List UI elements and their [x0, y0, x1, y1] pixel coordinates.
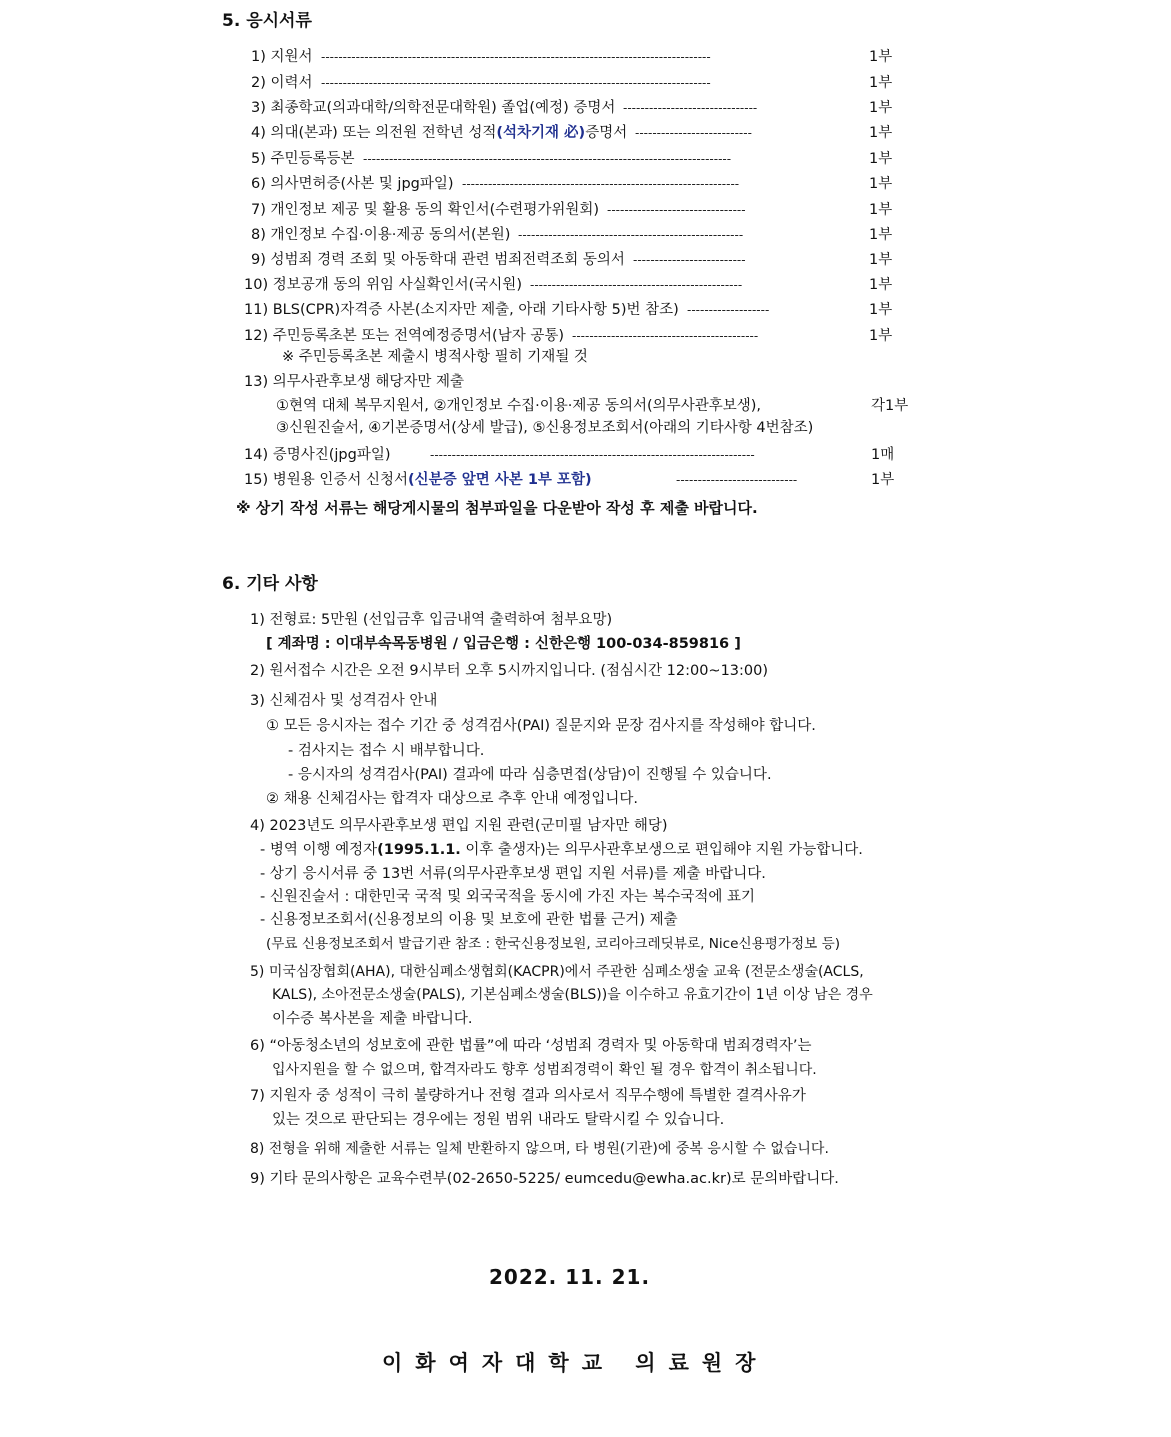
item-text: 증명서 [585, 125, 628, 141]
notice-line: 9) 기타 문의사항은 교육수련부(02-2650-5225/ eumcedu@ewha.ac.kr)로 문의바랍니다. [250, 1171, 839, 1187]
item-number: 7) [251, 202, 266, 218]
item-qty: 1부 [869, 176, 893, 192]
item-qty: 1부 [869, 328, 893, 344]
list-item [251, 174, 454, 194]
item-text: 의무사관후보생 해당자만 제출 [272, 374, 465, 390]
item-number: 6) [251, 176, 266, 192]
item-qty: 1매 [871, 447, 895, 463]
notice-line: - 신원진술서 : 대한민국 국적 및 외국국적을 동시에 가진 자는 복수국적에 표기 [260, 889, 756, 905]
notice-line: 5) 미국심장협회(AHA), 대한심폐소생협회(KACPR)에서 주관한 심폐소생술 교육 (전문소생술(ACLS, [250, 964, 864, 980]
notice-line [260, 840, 863, 860]
item-text: 의사면허증(사본 및 jpg파일) [270, 176, 454, 192]
list-item [244, 300, 679, 320]
notice-line: 7) 지원자 중 성적이 극히 불량하거나 전형 결과 의사로서 직무수행에 특별한 결격사유가 [250, 1088, 806, 1104]
account-info: [ 계좌명 : 이대부속목동병원 / 입금은행 : 신한은행 100-034-859816 ] [266, 636, 741, 652]
item-leader: ------------------------------------------------------------------------------------- [363, 152, 732, 166]
notice-line: ② 채용 신체검사는 합격자 대상으로 추후 안내 예정입니다. [266, 791, 639, 807]
list-item [244, 275, 522, 295]
item-text: 증명사진(jpg파일) [272, 447, 391, 463]
notice-line: 1) 전형료: 5만원 (선입금후 입금내역 출력하여 첨부요망) [250, 612, 613, 628]
notice-line: ① 모든 응시자는 접수 기간 중 성격검사(PAI) 질문지와 문장 검사지를 작성해야 합니다. [266, 718, 816, 734]
notice-line: - 신용정보조회서(신용정보의 이용 및 보호에 관한 법률 근거) 제출 [260, 912, 678, 928]
item-number: 8) [251, 227, 266, 243]
item-leader: --------------------------------------------------------------------------- [430, 448, 755, 462]
item-leader: ------------------- [687, 303, 770, 317]
item-leader: ------------------------------------------------------------------------------------------ [321, 76, 711, 90]
list-item [244, 470, 592, 490]
notice-line: 4) 2023년도 의무사관후보생 편입 지원 관련(군미필 남자만 해당) [250, 818, 668, 834]
item-text: 주민등록등본 [270, 151, 355, 167]
section5-title: 5. 응시서류 [222, 11, 312, 31]
item-qty: 1부 [869, 227, 893, 243]
item-number: 1) [251, 49, 266, 65]
item-text: 이력서 [270, 75, 313, 91]
item-number: 5) [251, 151, 266, 167]
item13-qty: 각1부 [871, 398, 909, 414]
item-number: 11) [244, 302, 269, 318]
item-text: 지원서 [270, 49, 313, 65]
notice-line: 있는 것으로 판단되는 경우에는 정원 범위 내라도 탈락시킬 수 있습니다. [272, 1112, 725, 1128]
item-qty: 1부 [869, 277, 893, 293]
notice-line: 이수증 복사본을 제출 바랍니다. [272, 1011, 473, 1027]
item13-line1: ①현역 대체 복무지원서, ②개인정보 수집·이용·제공 동의서(의무사관후보생), [276, 398, 761, 414]
list-item [251, 98, 615, 118]
notice-emphasis: (1995.1.1. [377, 842, 461, 858]
notice-text: - 병역 이행 예정자 [260, 842, 378, 858]
notice-line: 입사지원을 할 수 없으며, 합격자라도 향후 성범죄경력이 확인 될 경우 합격이 취소됩니다. [272, 1062, 817, 1078]
item-text: 개인정보 제공 및 활용 동의 확인서(수련평가위원회) [270, 202, 600, 218]
section6-title: 6. 기타 사항 [222, 574, 318, 594]
item-qty: 1부 [869, 49, 893, 65]
item-leader: --------------------------- [635, 126, 752, 140]
notice-text: 이후 출생자)는 의무사관후보생으로 편입해야 지원 가능합니다. [460, 842, 863, 858]
issuer-signature: 이화여자대학교 의료원장 [382, 1351, 769, 1375]
item-text: 의대(본과) 또는 의전원 전학년 성적 [270, 125, 497, 141]
item-emphasis: (석차기재 必) [496, 125, 586, 141]
notice-line: 2) 원서접수 시간은 오전 9시부터 오후 5시까지입니다. (점심시간 12:00~13:00) [250, 663, 769, 679]
item-leader: ------------------------------------------------------------------------------------------ [321, 50, 711, 64]
item-number: 9) [251, 252, 266, 268]
item-text: 주민등록초본 또는 전역예정증명서(남자 공통) [272, 328, 564, 344]
item-number: 15) [244, 472, 269, 488]
list-item [251, 225, 510, 245]
item13-line2: ③신원진술서, ④기본증명서(상세 발급), ⑤신용정보조회서(아래의 기타사항 4번참조) [276, 420, 814, 436]
list-item [251, 200, 599, 220]
list-item [251, 123, 627, 143]
item-qty: 1부 [869, 151, 893, 167]
list-item [251, 149, 355, 169]
item-qty: 1부 [869, 302, 893, 318]
notice-line: (무료 신용정보조회서 발급기관 참조 : 한국신용정보원, 코리아크레딧뷰로, Nice신용평가정보 등) [266, 936, 841, 952]
item-text: 병원용 인증서 신청서 [272, 472, 408, 488]
item-number: 3) [251, 100, 266, 116]
item-qty: 1부 [869, 125, 893, 141]
item-text: 정보공개 동의 위임 사실확인서(국시원) [272, 277, 522, 293]
notice-line: - 응시자의 성격검사(PAI) 결과에 따라 심층면접(상담)이 진행될 수 있습니다. [288, 767, 772, 783]
item-leader: -------------------------- [633, 253, 746, 267]
list-item [244, 445, 391, 465]
item-emphasis: (신분증 앞면 사본 1부 포함) [408, 472, 592, 488]
notice-line: 3) 신체검사 및 성격검사 안내 [250, 693, 438, 709]
notice-line: KALS), 소아전문소생술(PALS), 기본심폐소생술(BLS))을 이수하고 유효기간이 1년 이상 남은 경우 [272, 987, 873, 1003]
item-qty: 1부 [869, 100, 893, 116]
item-leader: ------------------------------------------- [572, 329, 759, 343]
notice-line: 6) “아동청소년의 성보호에 관한 법률”에 따라 ‘성범죄 경력자 및 아동학대 범죄경력자’는 [250, 1038, 812, 1054]
item-number: 13) [244, 374, 269, 390]
item-text: 개인정보 수집·이용·제공 동의서(본원) [270, 227, 511, 243]
item-number: 12) [244, 328, 269, 344]
list-item [244, 326, 564, 346]
item12-note: ※ 주민등록초본 제출시 병적사항 필히 기재될 것 [282, 349, 588, 365]
item-leader: ------------------------------------------------- [530, 278, 743, 292]
notice-line: 8) 전형을 위해 제출한 서류는 일체 반환하지 않으며, 타 병원(기관)에 중복 응시할 수 없습니다. [250, 1141, 829, 1157]
item-text: BLS(CPR)자격증 사본(소지자만 제출, 아래 기타사항 5)번 참조) [272, 302, 679, 318]
item-text: 최종학교(의과대학/의학전문대학원) 졸업(예정) 증명서 [270, 100, 616, 116]
notice-line: - 상기 응시서류 중 13번 서류(의무사관후보생 편입 지원 서류)를 제출 바랍니다. [260, 866, 766, 882]
list-item [251, 73, 313, 93]
document-date: 2022. 11. 21. [489, 1265, 651, 1289]
item-leader: ------------------------------- [623, 101, 758, 115]
item-qty: 1부 [869, 202, 893, 218]
item-number: 14) [244, 447, 269, 463]
list-item [244, 372, 464, 392]
list-item [251, 47, 313, 67]
item-number: 4) [251, 125, 266, 141]
closing-note: ※ 상기 작성 서류는 해당게시물의 첨부파일을 다운받아 작성 후 제출 바랍니다. [236, 499, 758, 517]
list-item [251, 250, 625, 270]
item-leader: ---------------------------------------------------------------- [462, 177, 740, 191]
item-qty: 1부 [871, 472, 895, 488]
item-number: 10) [244, 277, 269, 293]
item-leader: ---------------------------- [676, 473, 798, 487]
item-qty: 1부 [869, 75, 893, 91]
item-leader: ---------------------------------------------------- [518, 228, 744, 242]
item-text: 성범죄 경력 조회 및 아동학대 관련 범죄전력조회 동의서 [270, 252, 625, 268]
item-leader: -------------------------------- [607, 203, 746, 217]
notice-line: - 검사지는 접수 시 배부합니다. [288, 743, 485, 759]
item-number: 2) [251, 75, 266, 91]
item-qty: 1부 [869, 252, 893, 268]
